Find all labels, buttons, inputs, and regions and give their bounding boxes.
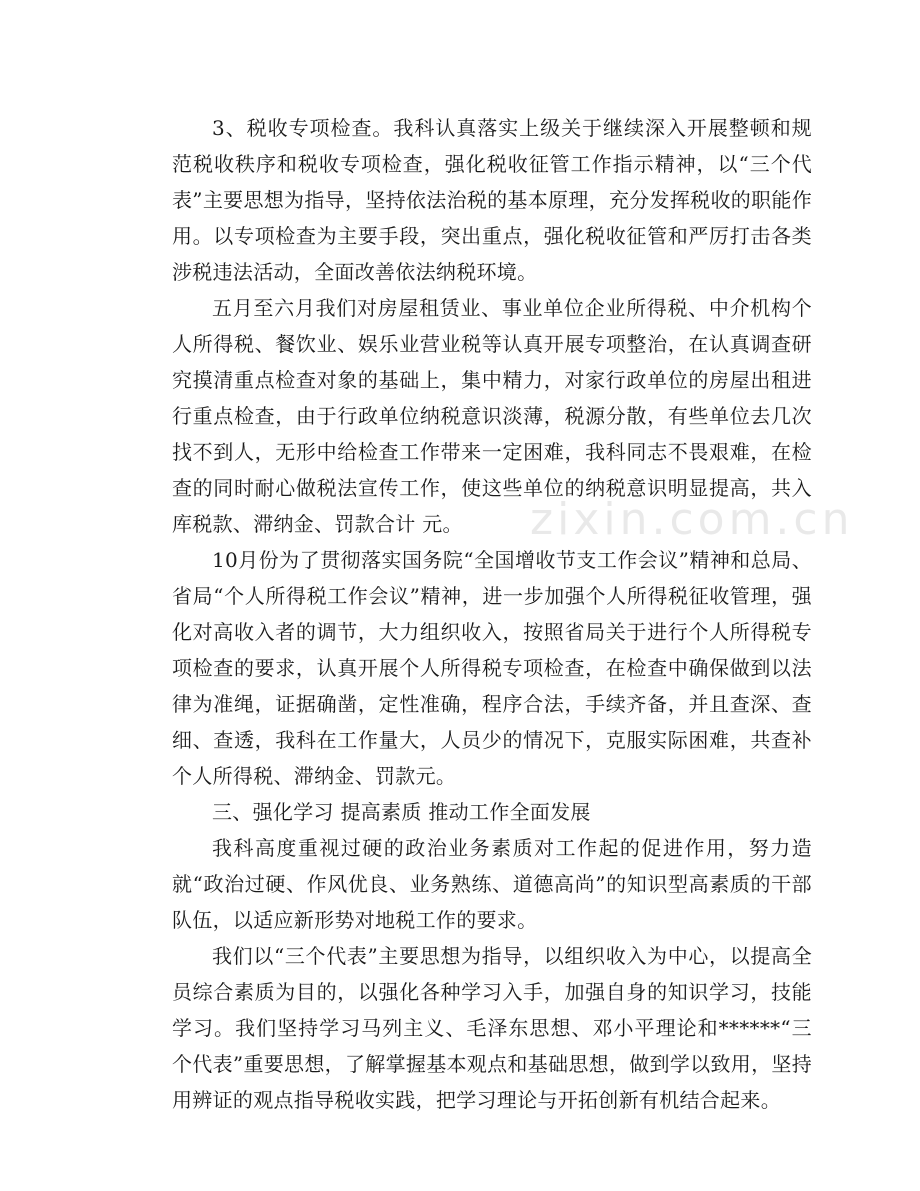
paragraph-tax-special-inspection: 3、税收专项检查。我科认真落实上级关于继续深入开展整顿和规范税收秩序和税收专项检查，强化税收征管工作指示精神，以“三个代表”主要思想为指导，坚持依法治税的基本原理，充分发挥税收的职能作用。以专项检查为主要手段，突出重点，强化税收征管和严厉打击各类涉税违法活动，全面改善依法纳税环境。	[172, 116, 812, 284]
paragraph-theory-study: 我们以“三个代表”主要思想为指导，以组织收入为中心，以提高全员综合素质为目的，以强化各种学习入手，加强自身的知识学习，技能学习。我们坚持学习马列主义、毛泽东思想、邓小平理论和******“三个代表”重要思想，了解掌握基本观点和基础思想，做到学以致用，坚持用辨证的观点指导税收实践，把学习理论与开拓创新有机结合起来。	[172, 944, 812, 1112]
paragraph-october-income-tax: 10月份为了贯彻落实国务院“全国增收节支工作会议”精神和总局、省局“个人所得税工作会议”精神，进一步加强个人所得税征收管理，强化对高收入者的调节，大力组织收入，按照省局关于进行个人所得税专项检查的要求，认真开展个人所得税专项检查，在检查中确保做到以法律为准绳，证据确凿，定性准确，程序合法，手续齐备，并且查深、查细、查透，我科在工作量大，人员少的情况下，克服实际困难，共查补个人所得税、滞纳金、罚款元。	[172, 548, 812, 788]
paragraph-may-june-rectification: 五月至六月我们对房屋租赁业、事业单位企业所得税、中介机构个人所得税、餐饮业、娱乐业营业税等认真开展专项整治，在认真调查研究摸清重点检查对象的基础上，集中精力，对家行政单位的房屋出租进行重点检查，由于行政单位纳税意识淡薄，税源分散，有些单位去几次找不到人，无形中给检查工作带来一定困难，我科同志不畏艰难，在检查的同时耐心做税法宣传工作，使这些单位的纳税意识明显提高，共入库税款、滞纳金、罚款合计 元。	[172, 296, 812, 536]
document-body	[172, 110, 812, 1118]
paragraph-political-quality: 我科高度重视过硬的政治业务素质对工作起的促进作用，努力造就“政治过硬、作风优良、业务熟练、道德高尚”的知识型高素质的干部队伍，以适应新形势对地税工作的要求。	[172, 836, 812, 932]
section-heading-study: 三、强化学习 提高素质 推动工作全面发展	[212, 800, 591, 824]
watermark-text: zixin.com.cn	[530, 494, 854, 545]
